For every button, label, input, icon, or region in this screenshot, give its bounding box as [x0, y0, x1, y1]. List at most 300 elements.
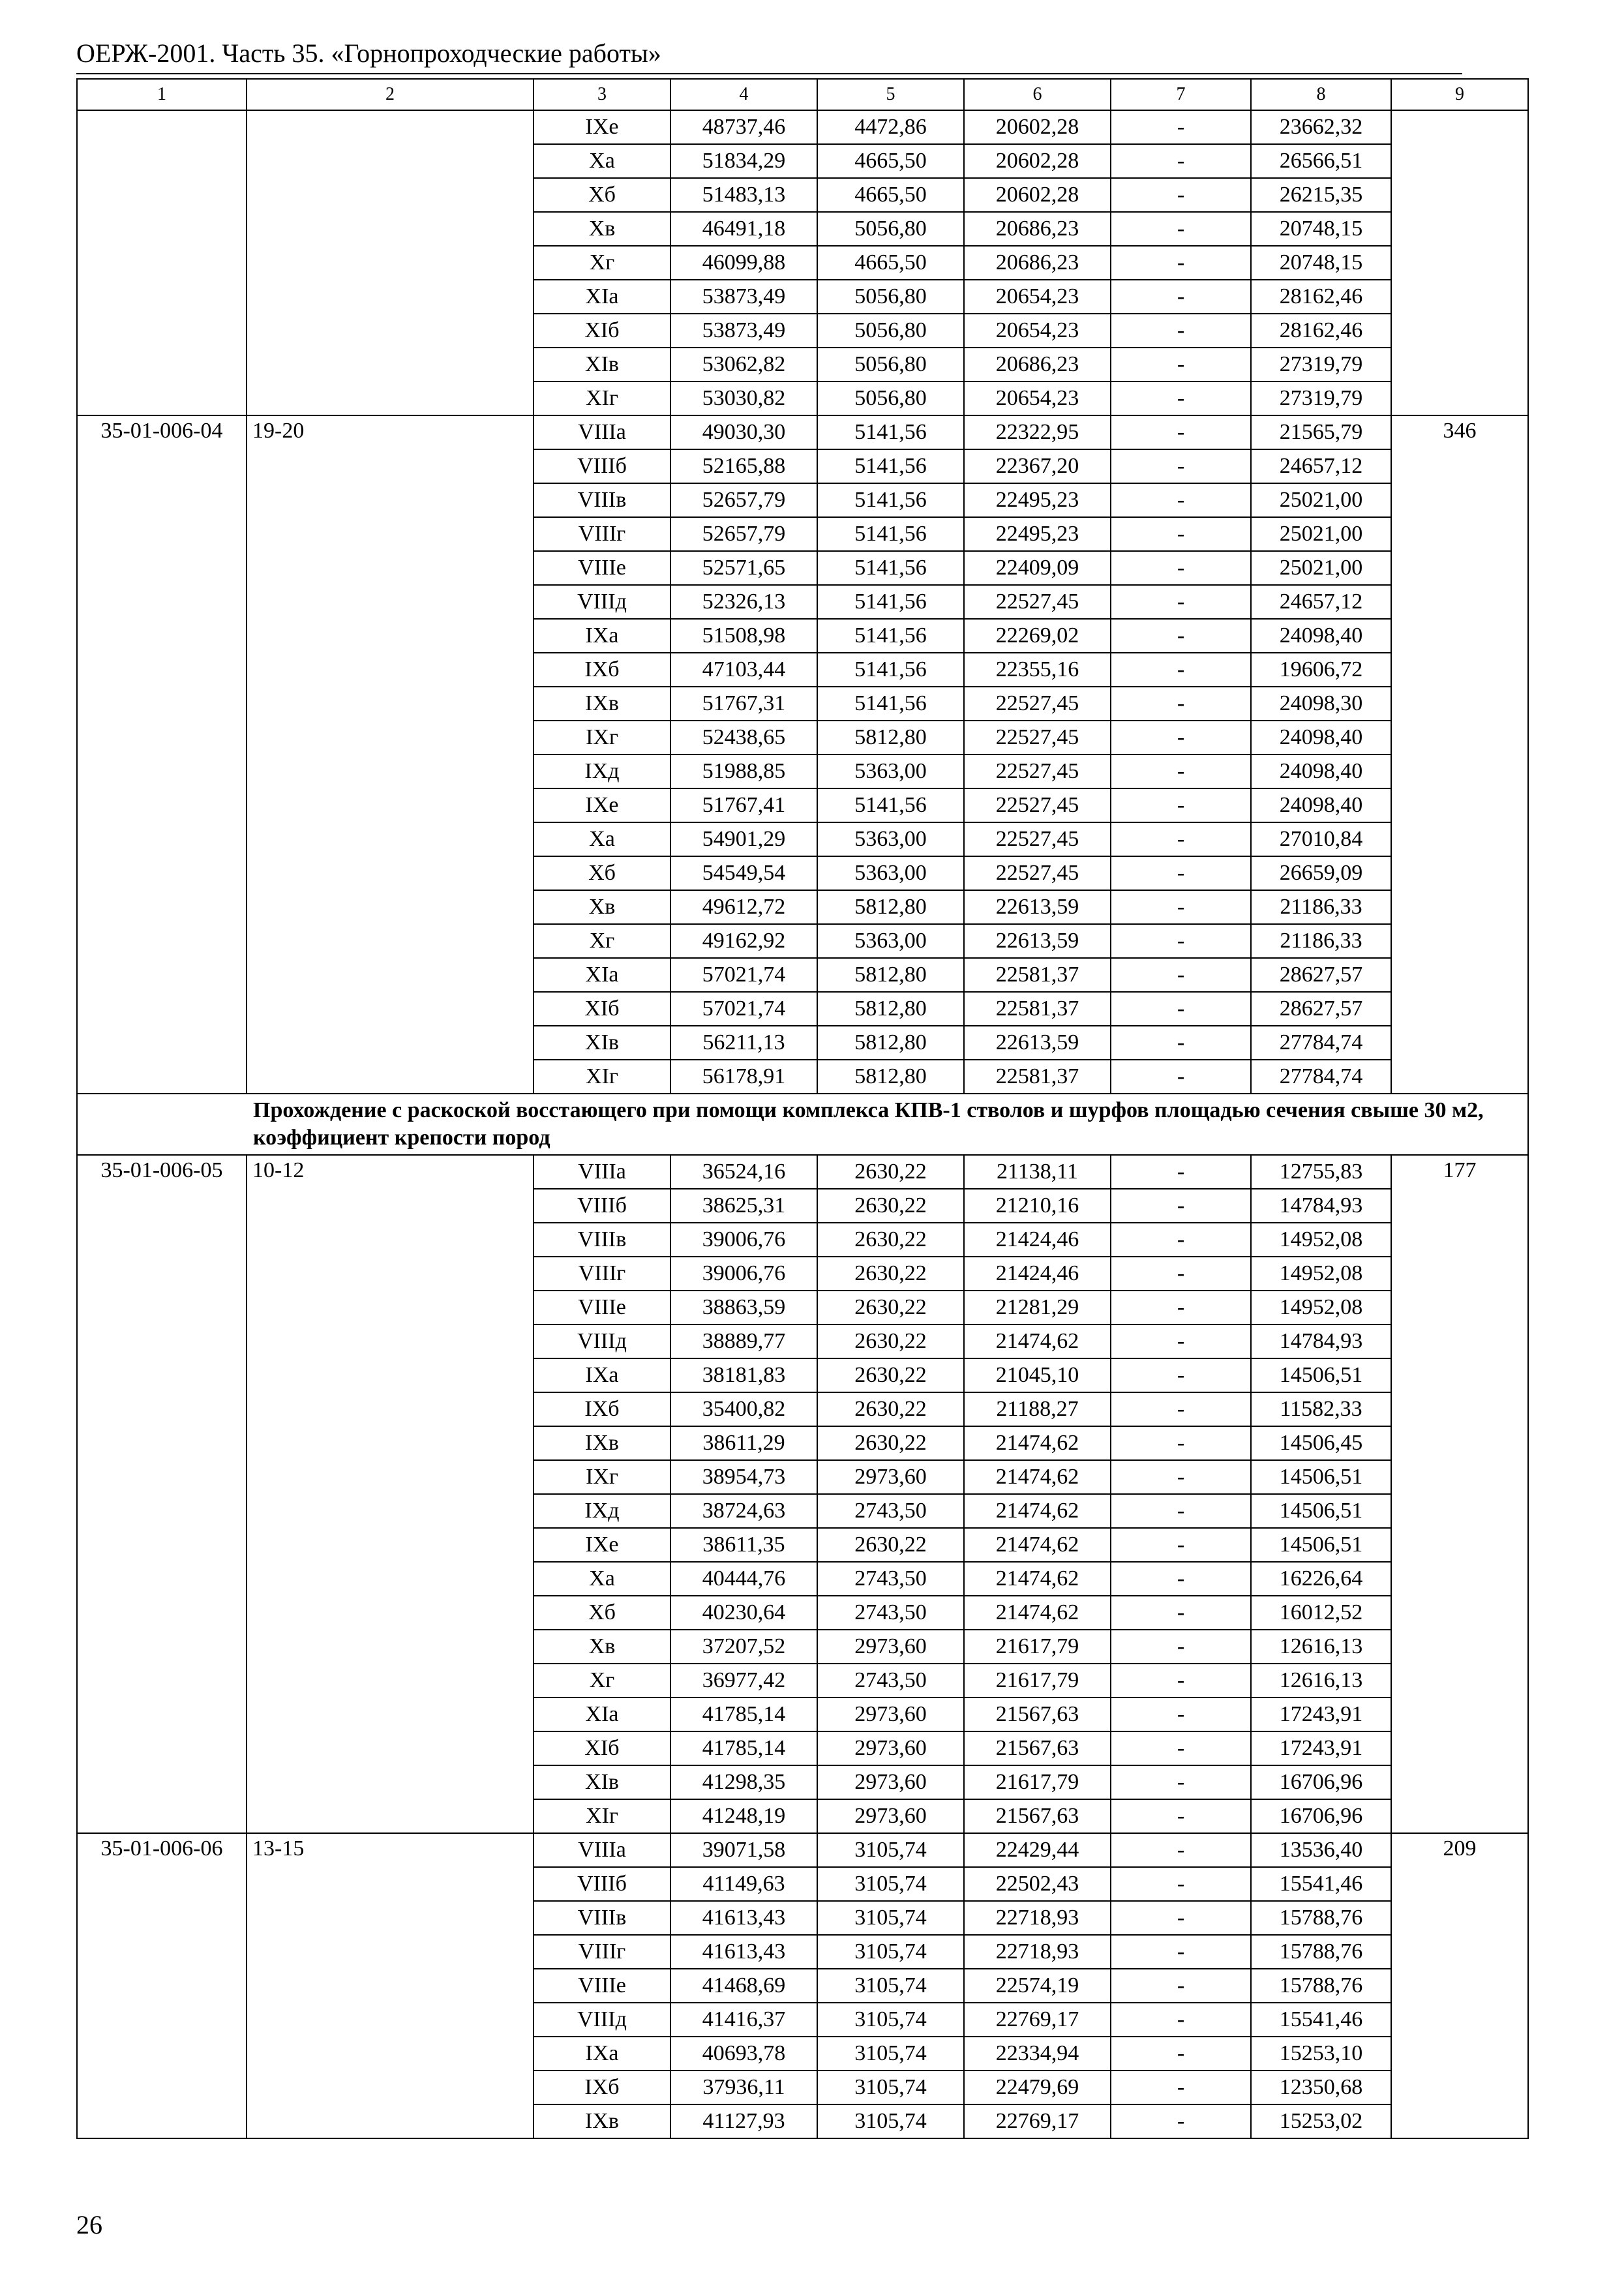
machine-cost-cell: 22527,45 [964, 687, 1111, 721]
materials-cost-cell: 14506,51 [1251, 1460, 1391, 1494]
total-cost-cell: 51988,85 [670, 755, 817, 788]
machine-cost-cell: 20654,23 [964, 382, 1111, 415]
machine-cost-cell: 21424,46 [964, 1223, 1111, 1257]
rock-hardness-cell: 19-20 [247, 415, 534, 1094]
total-cost-cell: 39006,76 [670, 1257, 817, 1291]
machine-cost-cell: 22269,02 [964, 619, 1111, 653]
machine-cost-cell: 21474,62 [964, 1426, 1111, 1460]
section-category-cell: Xa [534, 1562, 670, 1596]
machine-cost-cell: 22581,37 [964, 992, 1111, 1026]
materials-cost-cell: 12350,68 [1251, 2071, 1391, 2104]
machine-cost-cell: 21210,16 [964, 1189, 1111, 1223]
machine-cost-cell: 21474,62 [964, 1596, 1111, 1630]
machine-cost-cell: 22581,37 [964, 1060, 1111, 1094]
materials-cost-cell: 14506,51 [1251, 1358, 1391, 1392]
driver-wages-cell: - [1111, 721, 1251, 755]
materials-cost-cell: 13536,40 [1251, 1833, 1391, 1867]
driver-wages-cell: - [1111, 1630, 1251, 1664]
section-heading: Прохождение с раскоской восстающего при помощи комплекса КПВ-1 стволов и шурфов площадью сечения свыше 30 м2, коэффициент крепости пород [247, 1094, 1528, 1155]
section-category-cell: VIIIг [534, 1257, 670, 1291]
driver-wages-cell: - [1111, 992, 1251, 1026]
total-cost-cell: 57021,74 [670, 958, 817, 992]
materials-cost-cell: 14784,93 [1251, 1324, 1391, 1358]
driver-wages-cell: - [1111, 1867, 1251, 1901]
wages-cell: 3105,74 [817, 1935, 964, 1969]
total-cost-cell: 56178,91 [670, 1060, 817, 1094]
driver-wages-cell: - [1111, 314, 1251, 348]
materials-cost-cell: 14784,93 [1251, 1189, 1391, 1223]
wages-cell: 3105,74 [817, 2037, 964, 2071]
materials-cost-cell: 27319,79 [1251, 348, 1391, 382]
machine-cost-cell: 21617,79 [964, 1664, 1111, 1698]
wages-cell: 4472,86 [817, 110, 964, 144]
section-category-cell: IXб [534, 2071, 670, 2104]
wages-cell: 2743,50 [817, 1562, 964, 1596]
materials-cost-cell: 14506,51 [1251, 1528, 1391, 1562]
driver-wages-cell: - [1111, 246, 1251, 280]
total-cost-cell: 36977,42 [670, 1664, 817, 1698]
section-category-cell: Xб [534, 856, 670, 890]
total-cost-cell: 36524,16 [670, 1155, 817, 1189]
materials-cost-cell: 24657,12 [1251, 585, 1391, 619]
machine-cost-cell: 20654,23 [964, 314, 1111, 348]
driver-wages-cell: - [1111, 1223, 1251, 1257]
materials-cost-cell: 27319,79 [1251, 382, 1391, 415]
wages-cell: 4665,50 [817, 178, 964, 212]
driver-wages-cell: - [1111, 653, 1251, 687]
materials-cost-cell: 11582,33 [1251, 1392, 1391, 1426]
total-cost-cell: 38181,83 [670, 1358, 817, 1392]
machine-cost-cell: 22769,17 [964, 2003, 1111, 2037]
rate-code-cell: 35-01-006-04 [77, 415, 247, 1094]
machine-cost-cell: 22367,20 [964, 449, 1111, 483]
section-category-cell: Xв [534, 890, 670, 924]
wages-cell: 5812,80 [817, 1060, 964, 1094]
column-number-cell: 7 [1111, 79, 1251, 110]
machine-cost-cell: 22581,37 [964, 958, 1111, 992]
driver-wages-cell: - [1111, 1189, 1251, 1223]
materials-cost-cell: 15541,46 [1251, 1867, 1391, 1901]
driver-wages-cell: - [1111, 1731, 1251, 1765]
section-category-cell: VIIIб [534, 1867, 670, 1901]
section-category-cell: VIIIг [534, 1935, 670, 1969]
section-category-cell: IXe [534, 788, 670, 822]
section-category-cell: VIIIa [534, 1833, 670, 1867]
section-category-cell: VIIIд [534, 1324, 670, 1358]
page-number: 26 [76, 2210, 102, 2239]
driver-wages-cell: - [1111, 449, 1251, 483]
materials-cost-cell: 14952,08 [1251, 1223, 1391, 1257]
section-category-cell: VIIIб [534, 1189, 670, 1223]
driver-wages-cell: - [1111, 1833, 1251, 1867]
wages-cell: 5141,56 [817, 483, 964, 517]
machine-cost-cell: 22355,16 [964, 653, 1111, 687]
driver-wages-cell: - [1111, 1562, 1251, 1596]
total-cost-cell: 51834,29 [670, 144, 817, 178]
total-cost-cell: 51767,31 [670, 687, 817, 721]
materials-cost-cell: 14952,08 [1251, 1257, 1391, 1291]
materials-cost-cell: 27010,84 [1251, 822, 1391, 856]
driver-wages-cell: - [1111, 1426, 1251, 1460]
wages-cell: 5141,56 [817, 619, 964, 653]
rate-code-cell: 35-01-006-06 [77, 1833, 247, 2138]
machine-cost-cell: 22429,44 [964, 1833, 1111, 1867]
page-header-title: ОЕРЖ-2001. Часть 35. «Горнопроходческие работы» [76, 38, 661, 68]
machine-cost-cell: 22527,45 [964, 788, 1111, 822]
machine-cost-cell: 21567,63 [964, 1799, 1111, 1833]
driver-wages-cell: - [1111, 483, 1251, 517]
section-category-cell: VIIIa [534, 415, 670, 449]
rock-hardness-cell: 13-15 [247, 1833, 534, 2138]
machine-cost-cell: 21045,10 [964, 1358, 1111, 1392]
section-category-cell: XIг [534, 382, 670, 415]
materials-cost-cell: 28162,46 [1251, 280, 1391, 314]
total-cost-cell: 41785,14 [670, 1698, 817, 1731]
total-cost-cell: 46491,18 [670, 212, 817, 246]
driver-wages-cell: - [1111, 1257, 1251, 1291]
section-category-cell: IXг [534, 1460, 670, 1494]
section-category-cell: XIг [534, 1799, 670, 1833]
machine-cost-cell: 22527,45 [964, 755, 1111, 788]
driver-wages-cell: - [1111, 687, 1251, 721]
wages-cell: 5056,80 [817, 382, 964, 415]
wages-cell: 5056,80 [817, 280, 964, 314]
machine-cost-cell: 21188,27 [964, 1392, 1111, 1426]
wages-cell: 2630,22 [817, 1155, 964, 1189]
machine-cost-cell: 22495,23 [964, 483, 1111, 517]
section-category-cell: IXб [534, 1392, 670, 1426]
total-cost-cell: 47103,44 [670, 653, 817, 687]
wages-cell: 5141,56 [817, 551, 964, 585]
machine-cost-cell: 22718,93 [964, 1935, 1111, 1969]
materials-cost-cell: 12616,13 [1251, 1630, 1391, 1664]
total-cost-cell: 49612,72 [670, 890, 817, 924]
total-cost-cell: 39071,58 [670, 1833, 817, 1867]
wages-cell: 2973,60 [817, 1630, 964, 1664]
wages-cell: 3105,74 [817, 1969, 964, 2003]
wages-cell: 3105,74 [817, 2003, 964, 2037]
driver-wages-cell: - [1111, 1392, 1251, 1426]
driver-wages-cell: - [1111, 517, 1251, 551]
section-category-cell: IXe [534, 1528, 670, 1562]
labor-cost-cell [1391, 110, 1528, 415]
total-cost-cell: 41468,69 [670, 1969, 817, 2003]
section-category-cell: Xв [534, 1630, 670, 1664]
wages-cell: 5363,00 [817, 924, 964, 958]
wages-cell: 3105,74 [817, 2071, 964, 2104]
section-category-cell: VIIIд [534, 2003, 670, 2037]
materials-cost-cell: 21186,33 [1251, 924, 1391, 958]
total-cost-cell: 41298,35 [670, 1765, 817, 1799]
total-cost-cell: 57021,74 [670, 992, 817, 1026]
driver-wages-cell: - [1111, 1799, 1251, 1833]
machine-cost-cell: 22527,45 [964, 856, 1111, 890]
materials-cost-cell: 16706,96 [1251, 1799, 1391, 1833]
wages-cell: 5141,56 [817, 687, 964, 721]
section-category-cell: XIв [534, 1026, 670, 1060]
driver-wages-cell: - [1111, 1460, 1251, 1494]
driver-wages-cell: - [1111, 755, 1251, 788]
driver-wages-cell: - [1111, 822, 1251, 856]
rate-code-cell: 35-01-006-05 [77, 1155, 247, 1833]
wages-cell: 2630,22 [817, 1291, 964, 1324]
section-category-cell: IXв [534, 687, 670, 721]
wages-cell: 5812,80 [817, 992, 964, 1026]
driver-wages-cell: - [1111, 178, 1251, 212]
wages-cell: 2630,22 [817, 1189, 964, 1223]
machine-cost-cell: 21617,79 [964, 1765, 1111, 1799]
materials-cost-cell: 26215,35 [1251, 178, 1391, 212]
machine-cost-cell: 22574,19 [964, 1969, 1111, 2003]
machine-cost-cell: 22527,45 [964, 585, 1111, 619]
driver-wages-cell: - [1111, 1358, 1251, 1392]
driver-wages-cell: - [1111, 212, 1251, 246]
total-cost-cell: 53030,82 [670, 382, 817, 415]
total-cost-cell: 41613,43 [670, 1935, 817, 1969]
column-number-cell: 5 [817, 79, 964, 110]
driver-wages-cell: - [1111, 144, 1251, 178]
materials-cost-cell: 20748,15 [1251, 212, 1391, 246]
total-cost-cell: 51508,98 [670, 619, 817, 653]
machine-cost-cell: 22769,17 [964, 2104, 1111, 2138]
wages-cell: 5812,80 [817, 890, 964, 924]
total-cost-cell: 52657,79 [670, 483, 817, 517]
machine-cost-cell: 21567,63 [964, 1731, 1111, 1765]
materials-cost-cell: 12755,83 [1251, 1155, 1391, 1189]
materials-cost-cell: 26659,09 [1251, 856, 1391, 890]
section-category-cell: VIIIб [534, 449, 670, 483]
section-category-cell: XIa [534, 958, 670, 992]
wages-cell: 5056,80 [817, 212, 964, 246]
materials-cost-cell: 24657,12 [1251, 449, 1391, 483]
total-cost-cell: 41416,37 [670, 2003, 817, 2037]
total-cost-cell: 40444,76 [670, 1562, 817, 1596]
wages-cell: 3105,74 [817, 1867, 964, 1901]
section-category-cell: VIIIв [534, 483, 670, 517]
total-cost-cell: 41149,63 [670, 1867, 817, 1901]
column-number-cell: 4 [670, 79, 817, 110]
driver-wages-cell: - [1111, 1969, 1251, 2003]
wages-cell: 5141,56 [817, 517, 964, 551]
section-category-cell: VIIIв [534, 1223, 670, 1257]
materials-cost-cell: 27784,74 [1251, 1060, 1391, 1094]
driver-wages-cell: - [1111, 1494, 1251, 1528]
section-category-cell: Xг [534, 924, 670, 958]
machine-cost-cell: 21138,11 [964, 1155, 1111, 1189]
column-number-cell: 6 [964, 79, 1111, 110]
total-cost-cell: 40693,78 [670, 2037, 817, 2071]
materials-cost-cell: 24098,40 [1251, 755, 1391, 788]
total-cost-cell: 54901,29 [670, 822, 817, 856]
machine-cost-cell: 22613,59 [964, 924, 1111, 958]
section-heading-row [77, 1094, 1528, 1155]
machine-cost-cell: 21474,62 [964, 1460, 1111, 1494]
total-cost-cell: 41613,43 [670, 1901, 817, 1935]
machine-cost-cell: 22613,59 [964, 1026, 1111, 1060]
section-category-cell: XIa [534, 280, 670, 314]
machine-cost-cell: 21567,63 [964, 1698, 1111, 1731]
total-cost-cell: 56211,13 [670, 1026, 817, 1060]
wages-cell: 5812,80 [817, 1026, 964, 1060]
section-category-cell: IXa [534, 1358, 670, 1392]
driver-wages-cell: - [1111, 2037, 1251, 2071]
driver-wages-cell: - [1111, 1528, 1251, 1562]
driver-wages-cell: - [1111, 924, 1251, 958]
section-category-cell: Xб [534, 1596, 670, 1630]
section-category-cell: IXд [534, 1494, 670, 1528]
rock-hardness-cell [247, 110, 534, 415]
driver-wages-cell: - [1111, 348, 1251, 382]
materials-cost-cell: 15788,76 [1251, 1935, 1391, 1969]
section-category-cell: IXв [534, 2104, 670, 2138]
total-cost-cell: 54549,54 [670, 856, 817, 890]
materials-cost-cell: 15788,76 [1251, 1969, 1391, 2003]
total-cost-cell: 49030,30 [670, 415, 817, 449]
machine-cost-cell: 22322,95 [964, 415, 1111, 449]
wages-cell: 5363,00 [817, 822, 964, 856]
driver-wages-cell: - [1111, 856, 1251, 890]
driver-wages-cell: - [1111, 1291, 1251, 1324]
total-cost-cell: 41785,14 [670, 1731, 817, 1765]
materials-cost-cell: 28627,57 [1251, 992, 1391, 1026]
total-cost-cell: 37207,52 [670, 1630, 817, 1664]
machine-cost-cell: 22409,09 [964, 551, 1111, 585]
section-category-cell: XIб [534, 314, 670, 348]
section-category-cell: VIIIe [534, 551, 670, 585]
driver-wages-cell: - [1111, 110, 1251, 144]
driver-wages-cell: - [1111, 415, 1251, 449]
driver-wages-cell: - [1111, 382, 1251, 415]
labor-cost-cell: 177 [1391, 1155, 1528, 1833]
total-cost-cell: 38954,73 [670, 1460, 817, 1494]
wages-cell: 2630,22 [817, 1223, 964, 1257]
materials-cost-cell: 28162,46 [1251, 314, 1391, 348]
total-cost-cell: 48737,46 [670, 110, 817, 144]
table-row [77, 415, 1528, 449]
rates-table [76, 78, 1529, 2139]
section-category-cell: IXe [534, 110, 670, 144]
section-category-cell: VIIIe [534, 1291, 670, 1324]
materials-cost-cell: 21565,79 [1251, 415, 1391, 449]
machine-cost-cell: 20602,28 [964, 178, 1111, 212]
driver-wages-cell: - [1111, 1935, 1251, 1969]
materials-cost-cell: 25021,00 [1251, 517, 1391, 551]
section-category-cell: IXг [534, 721, 670, 755]
wages-cell: 2743,50 [817, 1596, 964, 1630]
materials-cost-cell: 16706,96 [1251, 1765, 1391, 1799]
driver-wages-cell: - [1111, 1060, 1251, 1094]
column-number-cell: 2 [247, 79, 534, 110]
section-category-cell: XIa [534, 1698, 670, 1731]
wages-cell: 5141,56 [817, 449, 964, 483]
machine-cost-cell: 22527,45 [964, 721, 1111, 755]
materials-cost-cell: 24098,40 [1251, 721, 1391, 755]
machine-cost-cell: 21474,62 [964, 1324, 1111, 1358]
materials-cost-cell: 24098,30 [1251, 687, 1391, 721]
total-cost-cell: 41127,93 [670, 2104, 817, 2138]
driver-wages-cell: - [1111, 1901, 1251, 1935]
wages-cell: 5141,56 [817, 788, 964, 822]
header-rule [76, 73, 1462, 74]
section-category-cell: Xa [534, 144, 670, 178]
total-cost-cell: 53873,49 [670, 314, 817, 348]
total-cost-cell: 38625,31 [670, 1189, 817, 1223]
total-cost-cell: 51767,41 [670, 788, 817, 822]
driver-wages-cell: - [1111, 1765, 1251, 1799]
column-number-cell: 3 [534, 79, 670, 110]
driver-wages-cell: - [1111, 788, 1251, 822]
wages-cell: 5812,80 [817, 721, 964, 755]
driver-wages-cell: - [1111, 1664, 1251, 1698]
machine-cost-cell: 22613,59 [964, 890, 1111, 924]
machine-cost-cell: 20686,23 [964, 348, 1111, 382]
column-number-cell: 9 [1391, 79, 1528, 110]
wages-cell: 2973,60 [817, 1698, 964, 1731]
materials-cost-cell: 15253,10 [1251, 2037, 1391, 2071]
machine-cost-cell: 21474,62 [964, 1562, 1111, 1596]
wages-cell: 2973,60 [817, 1460, 964, 1494]
wages-cell: 2973,60 [817, 1731, 964, 1765]
materials-cost-cell: 16226,64 [1251, 1562, 1391, 1596]
materials-cost-cell: 12616,13 [1251, 1664, 1391, 1698]
wages-cell: 2630,22 [817, 1426, 964, 1460]
section-category-cell: IXв [534, 1426, 670, 1460]
materials-cost-cell: 23662,32 [1251, 110, 1391, 144]
wages-cell: 4665,50 [817, 246, 964, 280]
section-category-cell: IXд [534, 755, 670, 788]
materials-cost-cell: 24098,40 [1251, 619, 1391, 653]
driver-wages-cell: - [1111, 2104, 1251, 2138]
section-category-cell: XIб [534, 992, 670, 1026]
wages-cell: 5056,80 [817, 348, 964, 382]
machine-cost-cell: 21281,29 [964, 1291, 1111, 1324]
machine-cost-cell: 20654,23 [964, 280, 1111, 314]
machine-cost-cell: 21424,46 [964, 1257, 1111, 1291]
total-cost-cell: 49162,92 [670, 924, 817, 958]
total-cost-cell: 40230,64 [670, 1596, 817, 1630]
materials-cost-cell: 27784,74 [1251, 1026, 1391, 1060]
total-cost-cell: 37936,11 [670, 2071, 817, 2104]
total-cost-cell: 38724,63 [670, 1494, 817, 1528]
table-row [77, 1833, 1528, 1867]
machine-cost-cell: 21474,62 [964, 1528, 1111, 1562]
section-category-cell: IXa [534, 619, 670, 653]
machine-cost-cell: 22334,94 [964, 2037, 1111, 2071]
total-cost-cell: 53062,82 [670, 348, 817, 382]
total-cost-cell: 51483,13 [670, 178, 817, 212]
table-row [77, 1155, 1528, 1189]
table-row [77, 110, 1528, 144]
section-category-cell: Xa [534, 822, 670, 856]
section-category-cell: VIIIa [534, 1155, 670, 1189]
labor-cost-cell: 346 [1391, 415, 1528, 1094]
wages-cell: 3105,74 [817, 1901, 964, 1935]
materials-cost-cell: 17243,91 [1251, 1698, 1391, 1731]
total-cost-cell: 41248,19 [670, 1799, 817, 1833]
machine-cost-cell: 20686,23 [964, 212, 1111, 246]
section-category-cell: XIг [534, 1060, 670, 1094]
total-cost-cell: 38889,77 [670, 1324, 817, 1358]
total-cost-cell: 38611,35 [670, 1528, 817, 1562]
driver-wages-cell: - [1111, 1155, 1251, 1189]
labor-cost-cell: 209 [1391, 1833, 1528, 2138]
wages-cell: 5363,00 [817, 856, 964, 890]
materials-cost-cell: 26566,51 [1251, 144, 1391, 178]
machine-cost-cell: 22479,69 [964, 2071, 1111, 2104]
section-category-cell: Xв [534, 212, 670, 246]
wages-cell: 2743,50 [817, 1664, 964, 1698]
wages-cell: 5812,80 [817, 958, 964, 992]
